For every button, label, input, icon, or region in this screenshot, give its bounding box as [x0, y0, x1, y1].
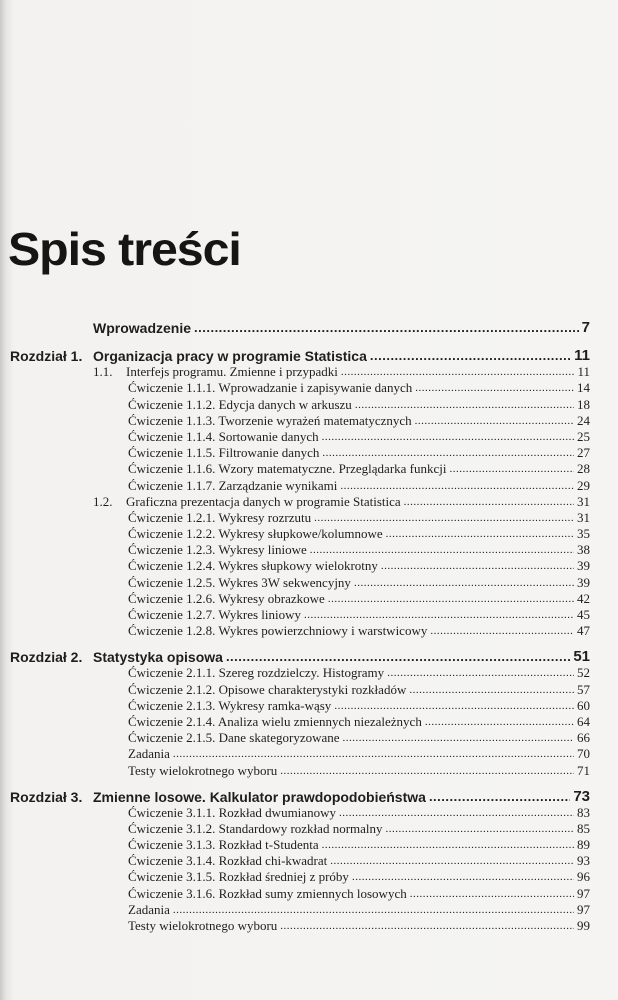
page-number: 39 [577, 558, 590, 574]
toc-entry [0, 918, 618, 934]
dot-leader [386, 526, 574, 542]
toc-entry [0, 869, 618, 885]
toc-entry [0, 380, 618, 396]
toc-entry [0, 623, 618, 639]
page-number: 42 [577, 590, 590, 606]
page-number: 24 [577, 412, 590, 428]
page-number: 73 [573, 787, 590, 805]
page-number: 29 [577, 477, 590, 493]
toc-entry [0, 413, 618, 429]
entry-title: Ćwiczenie 3.1.2. Standardowy rozkład normalny [128, 820, 383, 836]
dot-leader [310, 542, 574, 558]
page-number: 28 [577, 461, 590, 477]
entry-title: Ćwiczenie 3.1.4. Rozkład chi-kwadrat [128, 853, 328, 869]
page-title: Spis treści [8, 223, 241, 275]
page-number: 70 [577, 746, 590, 762]
dot-leader [280, 918, 574, 934]
entry-title: Ćwiczenie 1.2.6. Wykresy obrazkowe [128, 590, 325, 606]
dot-leader [409, 682, 574, 698]
entry-title: Ćwiczenie 2.1.1. Szereg rozdzielczy. Histogramy [128, 665, 385, 681]
dot-leader [429, 789, 570, 805]
page-number: 18 [577, 396, 590, 412]
dot-leader [410, 886, 574, 902]
page-number: 51 [573, 648, 590, 666]
dot-leader [334, 698, 574, 714]
entry-title: Ćwiczenie 1.1.7. Zarządzanie wynikami [128, 477, 338, 493]
dot-leader [352, 869, 574, 885]
dot-leader [173, 902, 574, 918]
dot-leader [415, 380, 574, 396]
dot-leader [370, 348, 571, 364]
page-number: 38 [577, 542, 590, 558]
entry-title: Ćwiczenie 3.1.1. Rozkład dwumianowy [128, 804, 336, 820]
toc-chapter [0, 785, 618, 805]
entry-title: Testy wielokrotnego wyboru [128, 918, 278, 933]
entry-title: Ćwiczenie 2.1.5. Dane skategoryzowane [128, 730, 340, 746]
page-number: 47 [577, 623, 590, 639]
page-number: 83 [577, 804, 590, 820]
toc-entry [0, 730, 618, 746]
section-number: 1.1. [93, 364, 113, 380]
page-number: 97 [577, 901, 590, 917]
entry-title: Statystyka opisowa [93, 649, 223, 666]
entry-title: Ćwiczenie 3.1.6. Rozkład sumy zmiennych losowych [128, 885, 407, 901]
toc-entry [0, 396, 618, 412]
toc-section [0, 494, 618, 510]
section-number: 1.2. [93, 493, 113, 509]
page-number: 64 [577, 713, 590, 729]
dot-leader [340, 478, 574, 494]
entry-title: Ćwiczenie 1.2.7. Wykres liniowy [128, 607, 301, 622]
dot-leader [194, 320, 579, 336]
entry-title: Wprowadzenie [93, 320, 192, 336]
toc-section [0, 364, 618, 380]
entry-title: Ćwiczenie 1.2.5. Wykres 3W sekwencyjny [128, 574, 351, 590]
entry-title: Testy wielokrotnego wyboru [128, 762, 278, 778]
page-number: 57 [577, 681, 590, 697]
page-number: 45 [577, 607, 590, 622]
dot-leader [430, 623, 574, 639]
entry-title: Interfejs programu. Zmienne i przypadki [126, 364, 338, 380]
dot-leader [304, 607, 574, 623]
page-number: 85 [577, 820, 590, 836]
page-number: 97 [577, 885, 590, 901]
toc-entry [0, 681, 618, 697]
toc-entry [0, 821, 618, 837]
dot-leader [425, 714, 574, 730]
entry-title: Ćwiczenie 1.1.5. Filtrowanie danych [128, 445, 320, 461]
toc-entry [0, 558, 618, 574]
page-number: 27 [577, 445, 590, 461]
dot-leader [339, 805, 574, 821]
entry-title: Ćwiczenie 1.2.1. Wykresy rozrzutu [128, 509, 312, 525]
dot-leader [322, 429, 574, 445]
page-number: 31 [577, 509, 590, 525]
dot-leader [322, 837, 574, 853]
toc-entry [0, 461, 618, 477]
page-number: 11 [577, 364, 590, 380]
dot-leader [226, 649, 570, 665]
toc-entry [0, 885, 618, 901]
toc-entry [0, 714, 618, 730]
toc-chapter [0, 316, 618, 336]
toc-entry [0, 574, 618, 590]
entry-title: Ćwiczenie 1.1.1. Wprowadzanie i zapisywanie danych [128, 380, 413, 396]
page-number: 7 [581, 319, 590, 336]
entry-title: Ćwiczenie 1.2.2. Wykresy słupkowe/kolumnowe [128, 526, 383, 542]
page-number: 89 [577, 837, 590, 853]
chapter-label: Rozdział 1. [10, 348, 83, 364]
page-number: 31 [577, 493, 590, 509]
dot-leader [450, 461, 575, 477]
toc-entry [0, 762, 618, 778]
page-number: 25 [577, 428, 590, 444]
page-number: 60 [577, 697, 590, 713]
toc-entry [0, 746, 618, 762]
toc-entry [0, 698, 618, 714]
entry-title: Ćwiczenie 1.2.8. Wykres powierzchniowy i warstwicowy [128, 623, 428, 639]
dot-leader [328, 591, 574, 607]
entry-title: Zadania [128, 901, 170, 917]
toc-entry [0, 510, 618, 526]
toc-entry [0, 526, 618, 542]
entry-title: Ćwiczenie 3.1.3. Rozkład t-Studenta [128, 837, 319, 853]
page-number: 93 [577, 853, 590, 869]
toc-entry [0, 445, 618, 461]
dot-leader [314, 510, 574, 526]
entry-title: Ćwiczenie 1.1.4. Sortowanie danych [128, 428, 319, 444]
toc-entry [0, 902, 618, 918]
toc-entry [0, 477, 618, 493]
entry-title: Organizacja pracy w programie Statistica [93, 348, 367, 364]
entry-title: Ćwiczenie 1.2.3. Wykresy liniowe [128, 542, 307, 558]
chapter-label: Rozdział 3. [10, 788, 83, 805]
entry-title: Ćwiczenie 2.1.4. Analiza wielu zmiennych niezależnych [128, 713, 422, 729]
entry-title: Ćwiczenie 1.1.6. Wzory matematyczne. Przeglądarka funkcji [128, 461, 447, 477]
toc-chapter [0, 645, 618, 665]
toc-entry [0, 607, 618, 623]
dot-leader [341, 364, 575, 380]
entry-title: Ćwiczenie 1.2.4. Wykres słupkowy wielokrotny [128, 558, 378, 574]
entry-title: Ćwiczenie 2.1.2. Opisowe charakterystyki rozkładów [128, 681, 407, 697]
toc-entry [0, 665, 618, 681]
page-number: 66 [577, 730, 590, 746]
page-number: 39 [577, 574, 590, 590]
dot-leader [343, 730, 574, 746]
chapter-label: Rozdział 2. [10, 649, 83, 666]
page-number: 14 [577, 380, 590, 396]
page-number: 35 [577, 526, 590, 542]
toc-entry [0, 542, 618, 558]
dot-leader [381, 558, 574, 574]
entry-title: Ćwiczenie 1.1.2. Edycja danych w arkuszu [128, 396, 352, 412]
dot-leader [280, 763, 574, 779]
dot-leader [322, 445, 574, 461]
toc-entry [0, 837, 618, 853]
toc-entry [0, 429, 618, 445]
entry-title: Graficzna prezentacja danych w programie Statistica [126, 493, 401, 509]
entry-title: Zadania [128, 746, 170, 762]
entry-title: Ćwiczenie 1.1.3. Tworzenie wyrażeń matematycznych [128, 412, 412, 428]
dot-leader [173, 746, 574, 762]
toc-entry [0, 591, 618, 607]
page-number: 52 [577, 665, 590, 681]
page-number: 71 [577, 762, 590, 778]
table-of-contents [0, 316, 618, 934]
dot-leader [386, 821, 574, 837]
page-number: 96 [577, 869, 590, 885]
toc-chapter [0, 344, 618, 364]
dot-leader [354, 575, 574, 591]
dot-leader [330, 853, 574, 869]
dot-leader [404, 494, 574, 510]
entry-title: Ćwiczenie 2.1.3. Wykresy ramka-wąsy [128, 697, 332, 713]
toc-entry [0, 853, 618, 869]
dot-leader [355, 397, 574, 413]
dot-leader [415, 413, 574, 429]
page-number: 11 [574, 347, 590, 364]
entry-title: Zmienne losowe. Kalkulator prawdopodobieństwa [93, 788, 426, 805]
toc-entry [0, 805, 618, 821]
dot-leader [387, 665, 574, 681]
entry-title: Ćwiczenie 3.1.5. Rozkład średniej z próby [128, 869, 349, 885]
page-number: 99 [577, 918, 590, 933]
